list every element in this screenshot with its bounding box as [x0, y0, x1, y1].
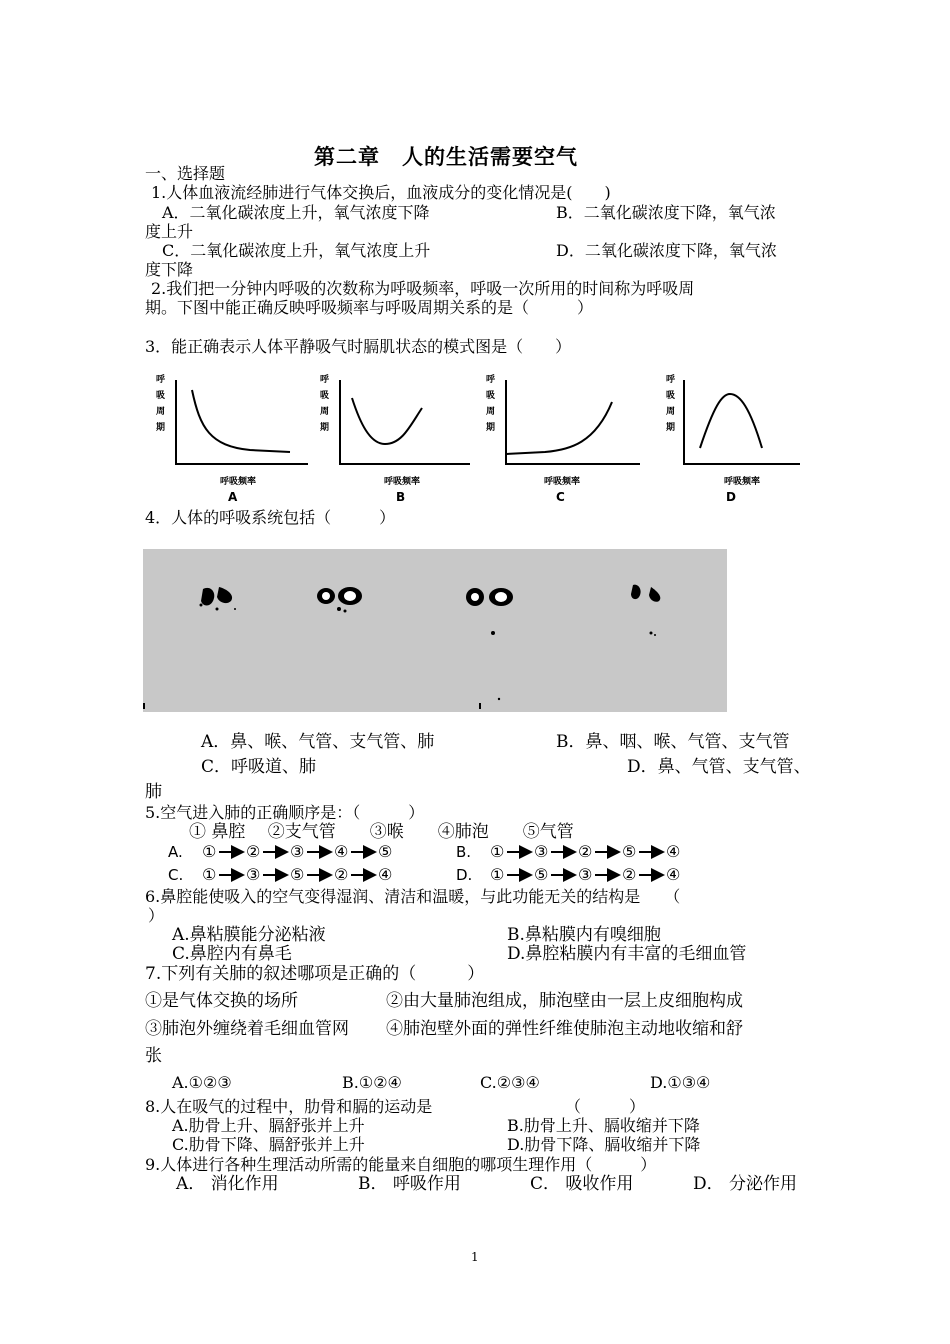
- q1-option-a: A．二氧化碳浓度上升，氧气浓度下降: [162, 203, 430, 222]
- q8-stem: 8.人在吸气的过程中，肋骨和膈的运动是: [145, 1097, 433, 1116]
- q7-option-a: A.①②③: [172, 1073, 232, 1092]
- q7-statement-1: ①是气体交换的场所: [145, 991, 298, 1011]
- q8-option-c: C.肋骨下降、膈舒张并上升: [172, 1135, 365, 1154]
- graph-c-ylabel-1: 呼: [486, 375, 496, 385]
- q9-option-b: B． 呼吸作用: [358, 1174, 461, 1194]
- q4-option-d-cont: 肺: [145, 782, 162, 802]
- seq-c-step-4: ②: [334, 865, 349, 884]
- q5-stem: 5.空气进入肺的正确顺序是：（ ）: [145, 803, 425, 822]
- graph-a-xlabel: 呼吸频率: [220, 477, 257, 487]
- q1-option-b: B．二氧化碳浓度下降，氧气浓: [556, 203, 776, 222]
- q8-option-d: D.肋骨下降、膈收缩并下降: [507, 1135, 701, 1154]
- seq-d-step-5: ④: [666, 865, 681, 884]
- section-heading: 一、选择题: [145, 164, 226, 183]
- seq-b-step-4: ⑤: [622, 842, 637, 861]
- q7-option-b: B.①②④: [342, 1073, 402, 1092]
- q6-option-d: D.鼻腔粘膜内有丰富的毛细血管: [507, 944, 747, 964]
- graph-d-label: D: [726, 490, 736, 504]
- q5-b-label: B.: [456, 843, 472, 861]
- graph-a-label: A: [228, 490, 238, 504]
- graph-b-ylabel-2: 吸: [320, 391, 330, 401]
- q5-a-sequence: [202, 842, 392, 861]
- seq-a-step-5: ⑤: [378, 842, 393, 861]
- graph-c-ylabel-2: 吸: [486, 391, 496, 401]
- q1-stem: 1.人体血液流经肺进行气体交换后，血液成分的变化情况是( ): [151, 183, 611, 202]
- q2-line1: 2.我们把一分钟内呼吸的次数称为呼吸频率，呼吸一次所用的时间称为呼吸周: [151, 279, 695, 298]
- page-number: 1: [471, 1250, 479, 1264]
- q1-option-d: D．二氧化碳浓度下降，氧气浓: [556, 241, 777, 260]
- q9-option-c: C． 吸收作用: [530, 1174, 634, 1194]
- q5-c-label: C.: [168, 866, 184, 884]
- graph-b-ylabel-4: 期: [320, 423, 330, 433]
- q7-statement-2: ②由大量肺泡组成，肺泡壁由一层上皮细胞构成: [386, 991, 743, 1011]
- q9-stem: 9.人体进行各种生理活动所需的能量来自细胞的哪项生理作用（ ）: [145, 1155, 657, 1174]
- q7-statement-4-cont: 张: [145, 1046, 162, 1066]
- seq-d-step-3: ③: [578, 865, 593, 884]
- seq-b-step-2: ③: [534, 842, 549, 861]
- page-title: 第二章 人的生活需要空气: [314, 144, 578, 169]
- q9-option-d: D． 分泌作用: [693, 1174, 798, 1194]
- graph-d-ylabel-2: 吸: [666, 391, 676, 401]
- seq-c-step-2: ③: [246, 865, 261, 884]
- q1-option-c: C．二氧化碳浓度上升，氧气浓度上升: [162, 241, 431, 260]
- q1-option-b-cont: 度上升: [145, 222, 194, 241]
- graph-d-ylabel-1: 呼: [666, 375, 676, 385]
- seq-c-step-3: ⑤: [290, 865, 305, 884]
- q5-c-sequence: [202, 865, 392, 884]
- graph-c-label: C: [556, 490, 565, 504]
- q5-d-sequence: [490, 865, 680, 884]
- q4-stem: 4．人体的呼吸系统包括（ ）: [145, 508, 396, 527]
- q1-option-d-cont: 度下降: [145, 260, 194, 279]
- graph-b-ylabel-1: 呼: [320, 375, 330, 385]
- q7-stem: 7.下列有关肺的叙述哪项是正确的（ ）: [145, 964, 485, 984]
- graph-c-ylabel-3: 周: [486, 407, 496, 417]
- q6-stem: 6.鼻腔能使吸入的空气变得湿润、清洁和温暖，与此功能无关的结构是 （: [145, 887, 681, 906]
- q8-option-a: A.肋骨上升、膈舒张并上升: [172, 1116, 365, 1135]
- q5-items: ① 鼻腔 ②支气管 ③喉 ④肺泡 ⑤气管: [189, 822, 574, 842]
- graph-c-axes: [506, 380, 640, 464]
- q6-stem-cont: ）: [148, 906, 165, 925]
- fig4-left-blob: [631, 585, 641, 599]
- graph-a-ylabel-3: 周: [156, 407, 166, 417]
- seq-c-step-5: ④: [378, 865, 393, 884]
- seq-a-step-4: ④: [334, 842, 349, 861]
- graph-b-ylabel-3: 周: [320, 407, 330, 417]
- seq-a-step-3: ③: [290, 842, 305, 861]
- breathing-graphs: [140, 368, 820, 508]
- fig1-right-blob: [217, 587, 232, 603]
- diaphragm-figure: [143, 549, 727, 712]
- q2-line2: 期。下图中能正确反映呼吸频率与呼吸周期关系的是（ ）: [145, 298, 594, 317]
- q4-option-b: B．鼻、咽、喉、气管、支气管: [556, 732, 790, 752]
- graph-d-ylabel-3: 周: [666, 407, 676, 417]
- seq-a-step-1: ①: [202, 842, 217, 861]
- q6-option-b: B.鼻粘膜内有嗅细胞: [507, 925, 661, 945]
- graph-c-xlabel: 呼吸频率: [544, 477, 581, 487]
- seq-b-step-1: ①: [490, 842, 505, 861]
- q7-statement-3: ③肺泡外缠绕着毛细血管网: [145, 1019, 349, 1039]
- graph-c-ylabel-4: 期: [486, 423, 496, 433]
- q4-option-d: D．鼻、气管、支气管、: [627, 757, 811, 777]
- graph-d-curve: [700, 394, 762, 448]
- q4-option-a: A．鼻、喉、气管、支气管、肺: [201, 732, 435, 752]
- q5-d-label: D.: [456, 866, 473, 884]
- graph-b-axes: [340, 380, 470, 464]
- fig4-right-blob: [649, 587, 660, 602]
- q9-option-a: A． 消化作用: [176, 1174, 279, 1194]
- q7-statement-4: ④肺泡壁外面的弹性纤维使肺泡主动地收缩和舒: [386, 1019, 743, 1039]
- q7-option-c: C.②③④: [480, 1073, 540, 1092]
- graph-b-label: B: [396, 490, 406, 504]
- graph-b-curve: [352, 398, 422, 444]
- q4-option-c: C．呼吸道、肺: [201, 757, 317, 777]
- graph-d-axes: [684, 380, 800, 464]
- graph-d-xlabel: 呼吸频率: [724, 477, 761, 487]
- graph-c-curve: [506, 402, 612, 454]
- graph-a-ylabel-1: 呼: [156, 375, 166, 385]
- q5-b-sequence: [490, 842, 680, 861]
- graph-a-ylabel-4: 期: [156, 423, 166, 433]
- diaphragm-figure-marks: [143, 549, 727, 712]
- seq-b-step-3: ②: [578, 842, 593, 861]
- seq-d-step-1: ①: [490, 865, 505, 884]
- seq-a-step-2: ②: [246, 842, 261, 861]
- seq-d-step-2: ⑤: [534, 865, 549, 884]
- q5-a-label: A.: [168, 843, 183, 861]
- graph-d-ylabel-4: 期: [666, 423, 676, 433]
- fig1-left-blob: [201, 588, 214, 606]
- seq-d-step-4: ②: [622, 865, 637, 884]
- q8-paren: （ ）: [565, 1097, 646, 1116]
- q6-option-c: C.鼻腔内有鼻毛: [172, 944, 292, 964]
- graph-a-ylabel-2: 吸: [156, 391, 166, 401]
- q6-option-a: A.鼻粘膜能分泌粘液: [172, 925, 326, 945]
- seq-b-step-5: ④: [666, 842, 681, 861]
- q8-option-b: B.肋骨上升、膈收缩并下降: [507, 1116, 700, 1135]
- q7-option-d: D.①③④: [650, 1073, 711, 1092]
- graph-b-xlabel: 呼吸频率: [384, 477, 421, 487]
- q5-sequences: [160, 840, 720, 884]
- seq-c-step-1: ①: [202, 865, 217, 884]
- graph-a-curve: [192, 390, 290, 452]
- q3-stem: 3．能正确表示人体平静吸气时膈肌状态的模式图是（ ）: [145, 337, 572, 356]
